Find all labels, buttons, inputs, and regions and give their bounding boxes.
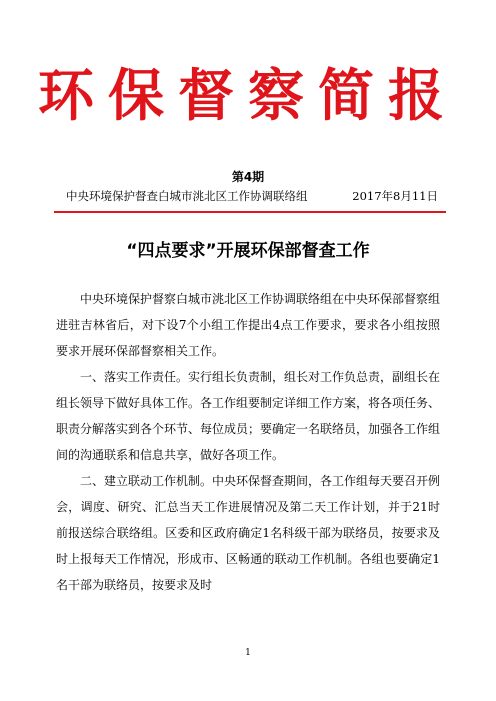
paragraph: 中央环境保护督察白城市洮北区工作协调联络组在中央环保部督察组进驻吉林省后，对下设7个小组工作提出4点工作要求，要求各小组按照要求开展环保部督察相关工作。 — [56, 292, 441, 358]
header-divider — [54, 211, 446, 213]
masthead-title: 环保督察简报 — [38, 64, 458, 129]
publisher: 中央环境保护督查白城市洮北区工作协调联络组 — [66, 189, 308, 203]
issue-number: 第4期 — [231, 170, 265, 184]
publish-date: 2017年8月11日 — [352, 189, 438, 203]
paragraph: 一、落实工作责任。实行组长负责制，组长对工作负总责，副组长在组长领导下做好具体工作。各工作组要制定详细工作方案，将各项任务、职责分解落实到各个环节、每位成员；要确定一名联络员，加强各工作组间的沟通联系和信息共享，做好各项工作。 — [56, 370, 441, 462]
publisher-line — [66, 188, 438, 204]
article-title: “四点要求”开展环保部督查工作 — [126, 241, 370, 261]
page-number: 1 — [245, 648, 251, 658]
paragraph: 二、建立联动工作机制。中央环保督查期间，各工作组每天要召开例会，调度、研究、汇总当天工作进展情况及第二天工作计划，并于21时前报送综合联络组。区委和区政府确定1名科级干部为联络员，按要求及时上报每天工作情况，形成市、区畅通的联动工作机制。各组也要确定1名干部为联络员，按要求及时 — [56, 474, 441, 592]
article-body — [56, 286, 440, 598]
